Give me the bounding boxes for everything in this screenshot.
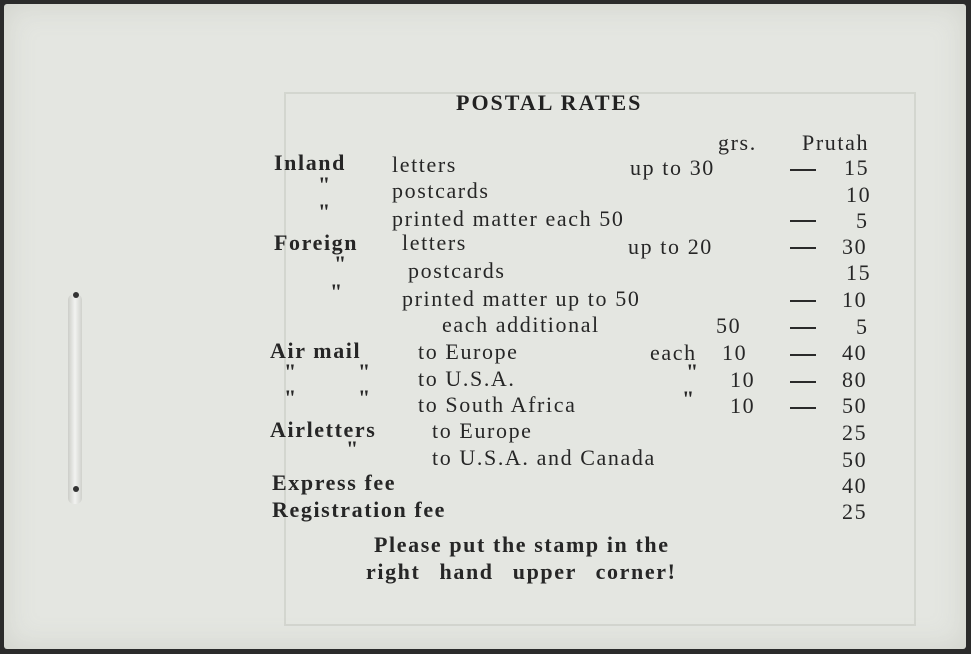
weight-limit: up to 30	[630, 155, 715, 180]
price: 40	[842, 340, 868, 365]
section-label-foreign: Foreign	[274, 230, 359, 255]
dash	[790, 381, 816, 383]
item-postcards: postcards	[408, 258, 506, 283]
ditto-mark: "	[318, 199, 332, 224]
price: 40	[842, 473, 868, 498]
each-label: each	[650, 340, 697, 365]
ditto-mark: "	[686, 359, 700, 384]
dash	[790, 300, 816, 302]
dash	[790, 327, 816, 329]
staple-hole	[73, 292, 79, 298]
dash	[790, 354, 816, 356]
item-letters: letters	[402, 230, 467, 255]
ditto-mark: "	[682, 386, 696, 411]
price: 10	[842, 287, 868, 312]
price: 5	[856, 314, 869, 339]
ditto-mark: "	[330, 279, 344, 304]
price: 5	[856, 208, 869, 233]
destination: to U.S.A. and Canada	[432, 445, 656, 470]
price: 10	[846, 182, 872, 207]
weight: 50	[716, 313, 742, 338]
registration-fee-label: Registration fee	[272, 497, 447, 522]
price: 80	[842, 367, 868, 392]
grams-header: grs.	[718, 130, 757, 155]
weight: 10	[722, 340, 748, 365]
section-label-airletters: Airletters	[270, 417, 377, 442]
price: 50	[842, 447, 868, 472]
ditto-mark: "	[358, 385, 372, 410]
dash	[790, 247, 816, 249]
weight-limit: up to 20	[628, 234, 713, 259]
prutah-header: Prutah	[802, 130, 870, 155]
destination: to U.S.A.	[418, 366, 516, 391]
ditto-mark: "	[346, 436, 360, 461]
item-printed-matter: printed matter up to 50	[402, 286, 641, 311]
price: 30	[842, 234, 868, 259]
ditto-mark: "	[318, 172, 332, 197]
dash	[790, 169, 816, 171]
item-printed-matter: printed matter each 50	[392, 206, 625, 231]
price: 25	[842, 420, 868, 445]
ditto-mark: "	[284, 359, 298, 384]
weight: 10	[730, 393, 756, 418]
destination: to South Africa	[418, 392, 577, 417]
ditto-mark: "	[334, 251, 348, 276]
ditto-mark: "	[358, 359, 372, 384]
ditto-mark: "	[284, 385, 298, 410]
express-fee-label: Express fee	[272, 470, 397, 495]
fold-crease	[68, 294, 82, 504]
item-postcards: postcards	[392, 178, 490, 203]
dash	[790, 220, 816, 222]
price: 15	[846, 260, 872, 285]
dash	[790, 407, 816, 409]
section-label-inland: Inland	[274, 150, 346, 175]
section-label-air-mail: Air mail	[270, 338, 362, 363]
price: 50	[842, 393, 868, 418]
staple-hole	[73, 486, 79, 492]
item-each-additional: each additional	[442, 312, 600, 337]
price: 15	[844, 155, 870, 180]
footer-line-1: Please put the stamp in the	[374, 532, 670, 557]
item-letters: letters	[392, 152, 457, 177]
footer-line-2: right hand upper corner!	[366, 559, 677, 584]
page-title: POSTAL RATES	[456, 90, 643, 115]
destination: to Europe	[432, 418, 533, 443]
weight: 10	[730, 367, 756, 392]
destination: to Europe	[418, 339, 519, 364]
price: 25	[842, 499, 868, 524]
